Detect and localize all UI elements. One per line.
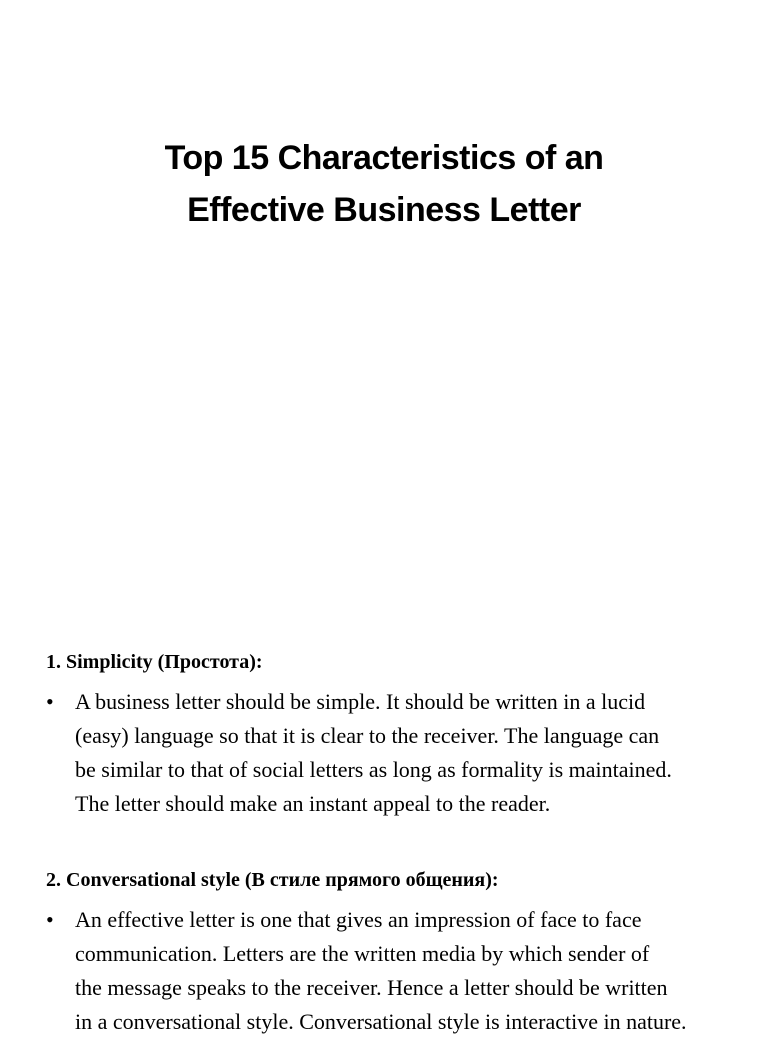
title-line-2: Effective Business Letter: [187, 191, 581, 229]
document-body: [46, 645, 736, 1039]
heading-russian: (В стиле прямого общения):: [244, 869, 499, 891]
text-line: A business letter should be simple. It should be written in a lucid: [75, 689, 646, 714]
heading-english: 1. Simplicity: [46, 651, 153, 673]
title-line-1: Top 15 Characteristics of an: [164, 139, 604, 177]
section-simplicity: [46, 645, 736, 821]
bullet-text: [75, 903, 687, 1039]
heading-russian: (Простота):: [157, 651, 263, 673]
text-line: communication. Letters are the written media by which sender of: [75, 941, 650, 966]
bullet-icon: •: [46, 907, 54, 932]
bullet-text: [75, 685, 672, 821]
section-conversational-style: [46, 863, 736, 1039]
heading-english: 2. Conversational style: [46, 869, 240, 891]
section-heading: [46, 645, 736, 679]
text-line: The letter should make an instant appeal to the reader.: [75, 791, 551, 816]
section-heading: [46, 863, 736, 897]
section-spacer: [46, 821, 736, 863]
text-line: in a conversational style. Conversational style is interactive in nature.: [75, 1009, 687, 1034]
bullet-item: [46, 903, 736, 1039]
bullet-item: [46, 685, 736, 821]
text-line: An effective letter is one that gives an impression of face to face: [75, 907, 642, 932]
text-line: the message speaks to the receiver. Hence a letter should be written: [75, 975, 668, 1000]
bullet-icon: •: [46, 689, 54, 714]
text-line: (easy) language so that it is clear to the receiver. The language can: [75, 723, 660, 748]
page-title: [0, 132, 768, 236]
text-line: be similar to that of social letters as long as formality is maintained.: [75, 757, 672, 782]
